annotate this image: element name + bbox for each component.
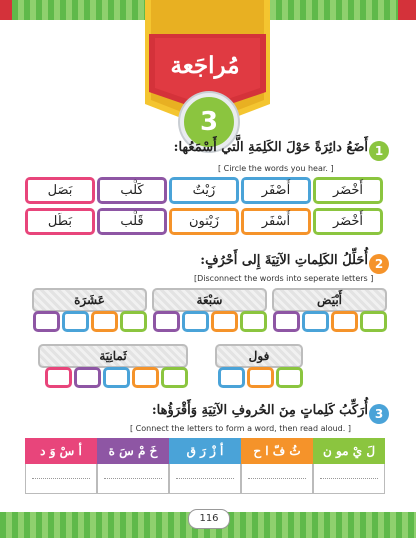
letter-slot[interactable]	[331, 311, 358, 332]
word-card: أَبْيَض	[272, 288, 387, 312]
word-card: ثَمانِيَة	[38, 344, 188, 368]
word-box[interactable]: بَطَل	[25, 208, 95, 235]
section-1-subtitle: [ Circle the words you hear. ]	[218, 164, 334, 173]
section-3-title: أُرَكِّبُ كَلِماتٍ مِنَ الحُروفِ الآتِيَةِ وَأَقْرَؤُها:	[151, 403, 368, 418]
word-box[interactable]: قَلْب	[97, 208, 167, 235]
top-red-band-right	[398, 0, 416, 20]
section-2-subtitle: [Disconnect the words into seperate letters ]	[194, 274, 374, 283]
letter-slot[interactable]	[273, 311, 300, 332]
word-box[interactable]: زَيْتون	[169, 208, 239, 235]
write-area[interactable]	[169, 464, 241, 494]
letter-slot[interactable]	[45, 367, 72, 388]
word-card: سَبْعَة	[152, 288, 267, 312]
letter-slot[interactable]	[153, 311, 180, 332]
word-card: فول	[215, 344, 303, 368]
letter-slot[interactable]	[218, 367, 245, 388]
letter-slot[interactable]	[120, 311, 147, 332]
word-box[interactable]: أَسْفَر	[241, 208, 311, 235]
section-2-number: 2	[369, 254, 389, 274]
letter-slot[interactable]	[132, 367, 159, 388]
word-box[interactable]: زَيْتٌ	[169, 177, 239, 204]
write-area[interactable]	[241, 464, 313, 494]
letter-slot[interactable]	[360, 311, 387, 332]
letter-card: خَ مْ سَ ة	[97, 438, 169, 464]
letter-slot[interactable]	[247, 367, 274, 388]
word-box[interactable]: أَصْفَر	[241, 177, 311, 204]
write-area[interactable]	[313, 464, 385, 494]
letter-card: ثُ فّ ا ح	[241, 438, 313, 464]
page-number: 116	[188, 509, 230, 529]
letter-card: أ سْ وَ د	[25, 438, 97, 464]
word-box[interactable]: بَصَل	[25, 177, 95, 204]
lesson-number-badge: 3	[180, 93, 238, 151]
letter-card: لَ يْ مو ن	[313, 438, 385, 464]
write-area[interactable]	[97, 464, 169, 494]
letter-slot[interactable]	[276, 367, 303, 388]
section-1-title: أَضَعُ دائِرَةً حَوْلَ الكَلِمَةِ الَّتي أَسْمَعُها:	[173, 140, 368, 155]
letter-slot[interactable]	[240, 311, 267, 332]
page-title: مُراجَعة	[170, 52, 240, 79]
letter-card: أ زْ رَ ق	[169, 438, 241, 464]
letter-slot[interactable]	[161, 367, 188, 388]
letter-slot[interactable]	[33, 311, 60, 332]
letter-slot[interactable]	[103, 367, 130, 388]
top-red-band-left	[0, 0, 12, 20]
word-box[interactable]: أَخْضَر	[313, 208, 383, 235]
section-3-subtitle: [ Connect the letters to form a word, then read aloud. ]	[130, 424, 351, 433]
word-card: عَشَرَة	[32, 288, 147, 312]
letter-slot[interactable]	[74, 367, 101, 388]
word-box[interactable]: أَخْضَر	[313, 177, 383, 204]
letter-slot[interactable]	[211, 311, 238, 332]
letter-slot[interactable]	[62, 311, 89, 332]
section-2-title: أُحَلِّلُ الكَلِماتِ الآتِيَةَ إِلى أَحْرُفٍ:	[200, 253, 368, 268]
section-3-number: 3	[369, 404, 389, 424]
section-1-number: 1	[369, 141, 389, 161]
word-box[interactable]: كَلْب	[97, 177, 167, 204]
letter-slot[interactable]	[91, 311, 118, 332]
letter-slot[interactable]	[302, 311, 329, 332]
letter-slot[interactable]	[182, 311, 209, 332]
write-area[interactable]	[25, 464, 97, 494]
